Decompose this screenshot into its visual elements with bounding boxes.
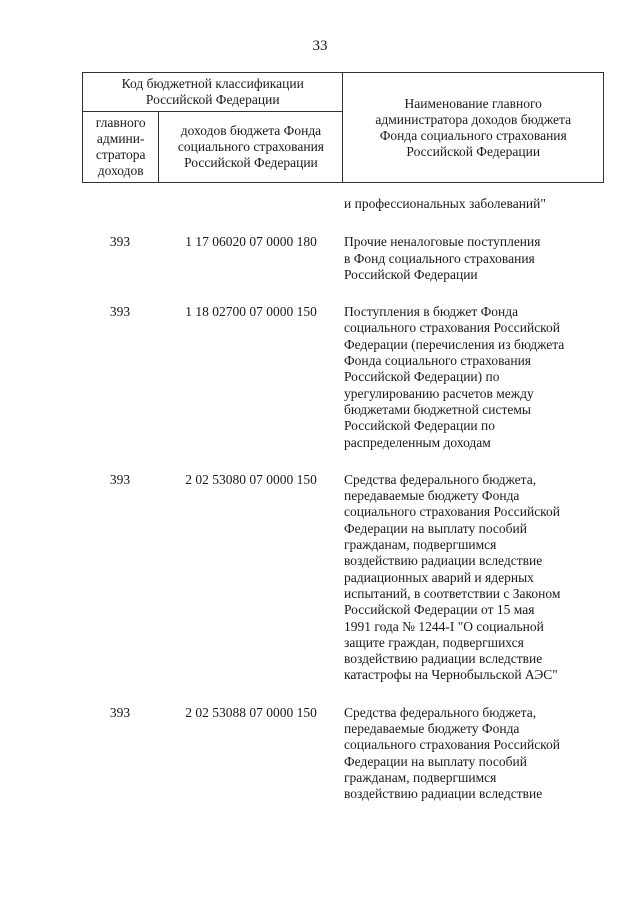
table-row [82, 304, 604, 451]
name-line: Федерации (перечисления из бюджета [344, 336, 565, 352]
header-text: Российской Федерации [406, 143, 541, 159]
table-row [82, 234, 604, 283]
admin-code: 393 [109, 704, 131, 720]
name-line: защите граждан, подвергшихся [344, 634, 524, 650]
name-line: Федерации на выплату пособий [344, 753, 527, 769]
header-text: Наименование главного [404, 95, 542, 111]
admin-code: 393 [109, 234, 131, 250]
name-line: воздействию радиации вследствие [344, 786, 543, 802]
income-name [344, 472, 604, 684]
income-name [344, 234, 604, 283]
page-number: 33 [312, 38, 328, 54]
name-line: воздействию радиации вследствие [344, 553, 543, 569]
header-text: социального страхования [177, 139, 325, 154]
name-line: передаваемые бюджету Фонда [344, 721, 520, 737]
name-line: социального страхования Российской [344, 504, 561, 520]
income-code: 2 02 53088 07 0000 150 [185, 704, 317, 720]
name-line: гражданам, подвергшимся [344, 769, 497, 785]
admin-code: 393 [109, 471, 131, 487]
header-text: доходов бюджета Фонда [180, 123, 322, 138]
income-code: 2 02 53080 07 0000 150 [185, 471, 317, 487]
table-row [82, 472, 604, 684]
header-text: админи- [96, 131, 145, 146]
income-column-header [159, 112, 343, 183]
header-text: Код бюджетной классификации [121, 76, 304, 91]
header-text: стратора [95, 147, 146, 162]
name-line: бюджетами бюджетной системы [344, 401, 531, 417]
budget-classification-header [83, 73, 343, 112]
name-line: Средства федерального бюджета, [344, 471, 537, 487]
admin-code: 393 [109, 304, 131, 320]
admin-column-header [83, 112, 159, 183]
name-line: Средства федерального бюджета, [344, 704, 537, 720]
name-line: Российской Федерации от 15 мая [344, 602, 535, 618]
name-line: в Фонд социального страхования [344, 250, 535, 266]
name-line: урегулированию расчетов между [344, 385, 534, 401]
income-code: 1 18 02700 07 0000 150 [185, 304, 317, 320]
name-line: социального страхования Российской [344, 320, 561, 336]
table-body [82, 196, 604, 824]
header-text: администратора доходов бюджета [375, 111, 572, 127]
name-line: радиационных аварий и ядерных [344, 569, 534, 585]
name-line: Российской Федерации по [344, 418, 496, 434]
header-text: доходов [97, 163, 144, 178]
name-line: воздействию радиации вследствие [344, 651, 543, 667]
name-line: социального страхования Российской [344, 737, 561, 753]
name-line: распределенным доходам [344, 434, 491, 450]
name-line: 1991 года № 1244-I "О социальной [344, 618, 544, 634]
table-header [82, 72, 604, 183]
name-line: испытаний, в соответствии с Законом [344, 585, 561, 601]
income-name [344, 304, 604, 451]
header-text: Российской Федерации [145, 92, 280, 107]
name-line: Фонда социального страхования [344, 353, 532, 369]
name-line: Российской Федерации) по [344, 369, 500, 385]
header-text: Российской Федерации [184, 155, 318, 170]
income-code: 1 17 06020 07 0000 180 [185, 234, 317, 250]
name-line: Прочие неналоговые поступления [344, 234, 541, 250]
name-line: катастрофы на Чернобыльской АЭС" [344, 667, 558, 683]
table-row [82, 705, 604, 803]
name-line: гражданам, подвергшимся [344, 537, 497, 553]
income-name [344, 705, 604, 803]
name-line: передаваемые бюджету Фонда [344, 488, 520, 504]
name-line: Федерации на выплату пособий [344, 520, 527, 536]
name-column-header [343, 73, 604, 183]
name-line: Поступления в бюджет Фонда [344, 304, 519, 320]
continuation-text: и профессиональных заболеваний" [344, 196, 546, 211]
header-text: главного [95, 115, 146, 130]
name-line: Российской Федерации [344, 266, 478, 282]
header-text: Фонда социального страхования [379, 127, 567, 143]
